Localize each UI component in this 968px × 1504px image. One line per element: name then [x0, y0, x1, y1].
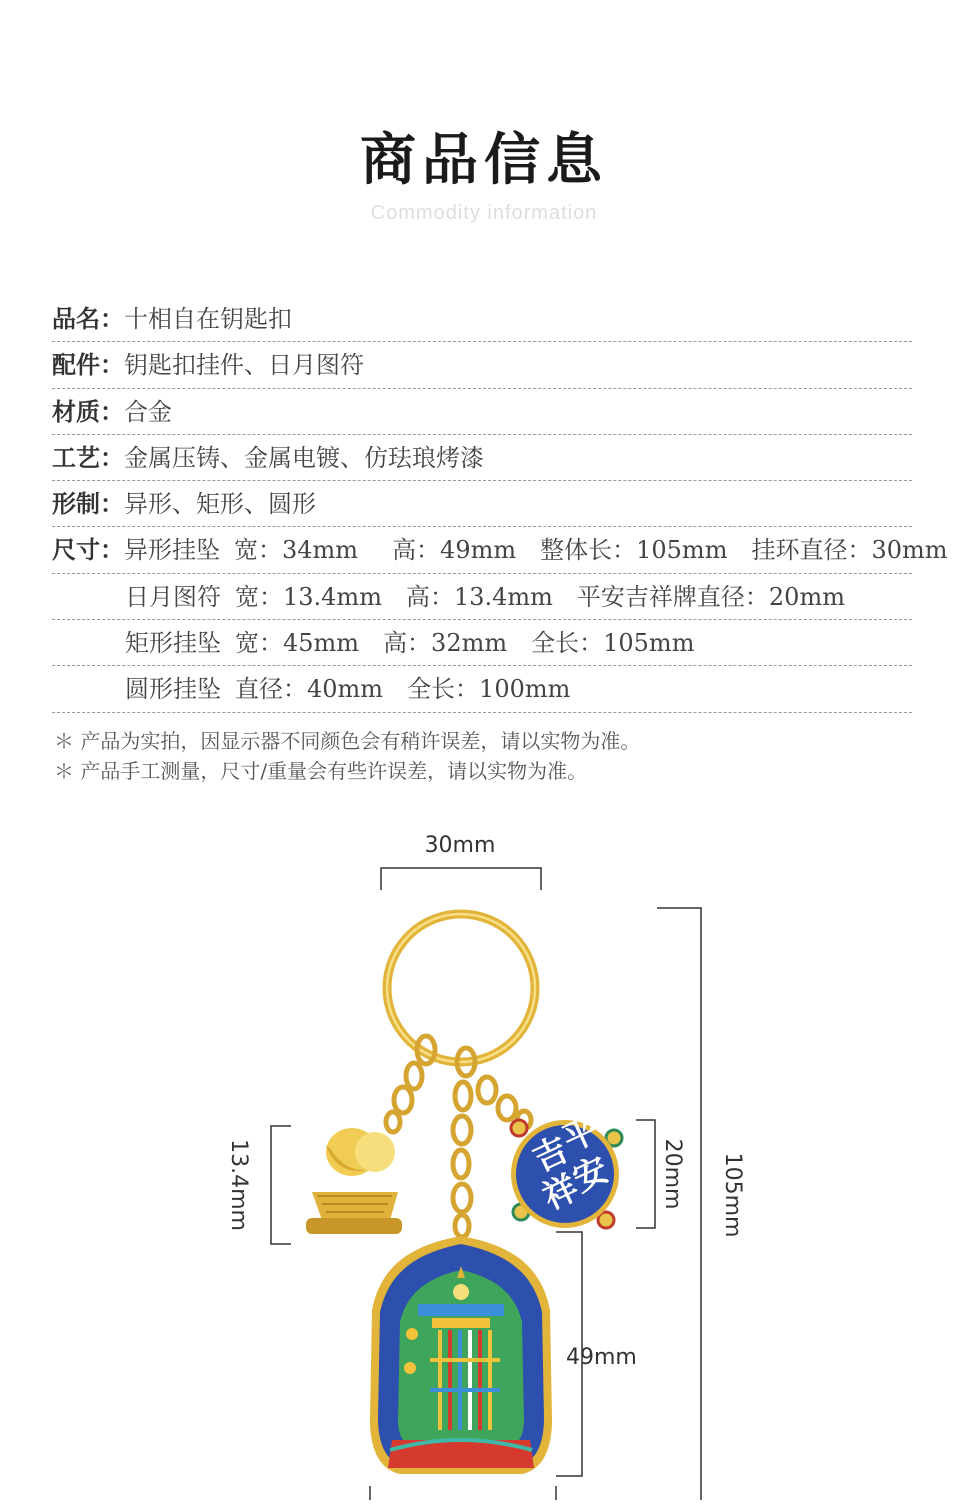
info-value: 金属压铸、金属电镀、仿珐琅烤漆 [124, 443, 484, 472]
medallion-char: 吉 [526, 1129, 575, 1181]
info-row-craft [52, 435, 912, 481]
medallion-char: 祥 [536, 1167, 585, 1219]
info-label: 形制： [52, 489, 124, 519]
size-spec: 高：13.4mm [405, 582, 553, 611]
info-value: 合金 [124, 397, 172, 426]
dim-bracket-sun-moon [271, 1126, 291, 1244]
size-item: 异形挂坠 [124, 536, 220, 565]
keychain-dimension-diagram [0, 800, 968, 1500]
size-spec: 高：49mm [392, 536, 517, 565]
ping-an-medallion [511, 1110, 622, 1228]
info-label: 工艺： [52, 442, 124, 472]
size-spec: 直径：40mm [235, 675, 384, 704]
chain-links [386, 1036, 531, 1237]
info-value: 钥匙扣挂件、日月图符 [124, 351, 364, 380]
dim-bracket-ring [381, 868, 541, 890]
kalachakra-pendant [370, 1236, 552, 1474]
dim-bracket-medallion [636, 1120, 655, 1228]
info-row-shape [52, 481, 912, 527]
page-header [0, 120, 968, 225]
info-row-size-4 [52, 666, 912, 712]
info-label: 品名： [52, 304, 124, 333]
disclaimer-notes [54, 726, 640, 786]
size-spec: 挂环直径：30mm [751, 536, 948, 565]
size-spec: 宽：45mm [235, 629, 360, 658]
note-line: ＊ 产品为实拍，因显示器不同颜色会有稍许误差，请以实物为准。 [54, 729, 641, 753]
info-value: 十相自在钥匙扣 [124, 305, 292, 333]
dim-pendant-height: 49mm [566, 1345, 637, 1370]
info-label: 配件： [52, 350, 124, 380]
info-label: 材质： [52, 396, 124, 426]
size-spec: 整体长：105mm [540, 536, 728, 565]
info-label: 尺寸： [52, 535, 124, 565]
dim-ring-diameter: 30mm [424, 833, 496, 858]
info-row-parts [52, 342, 912, 388]
info-row-size-2 [52, 574, 912, 620]
info-row-name [52, 296, 912, 342]
size-spec: 高：32mm [383, 629, 508, 658]
size-spec: 平安吉祥牌直径：20mm [576, 582, 845, 611]
dim-total-length: 105mm [720, 1152, 745, 1238]
note-line: ＊ 产品手工测量，尺寸/重量会有些许误差，请以实物为准。 [54, 759, 588, 783]
size-item: 圆形挂坠 [125, 675, 221, 704]
info-value: 异形、矩形、圆形 [124, 490, 316, 519]
size-spec: 全长：105mm [531, 629, 695, 658]
page-title: 商品信息 [360, 127, 608, 193]
sun-moon-charm [306, 1128, 402, 1234]
size-spec: 宽：34mm [234, 536, 359, 565]
keychain-illustration [0, 800, 968, 1500]
size-item: 矩形挂坠 [125, 629, 221, 658]
medallion-char: 安 [566, 1149, 615, 1201]
info-row-size-3 [52, 620, 912, 666]
page-subtitle: Commodity information [370, 202, 598, 224]
size-item: 日月图符 [125, 582, 221, 611]
size-spec: 宽：13.4mm [235, 582, 382, 611]
medallion-char: 平 [556, 1109, 605, 1161]
dim-medallion-diameter: 20mm [660, 1138, 685, 1210]
product-info-table [52, 296, 948, 713]
info-row-size-1 [52, 527, 948, 573]
size-spec: 全长：100mm [407, 675, 571, 704]
info-row-material [52, 389, 912, 435]
dim-sun-moon-height: 13.4mm [226, 1139, 251, 1231]
